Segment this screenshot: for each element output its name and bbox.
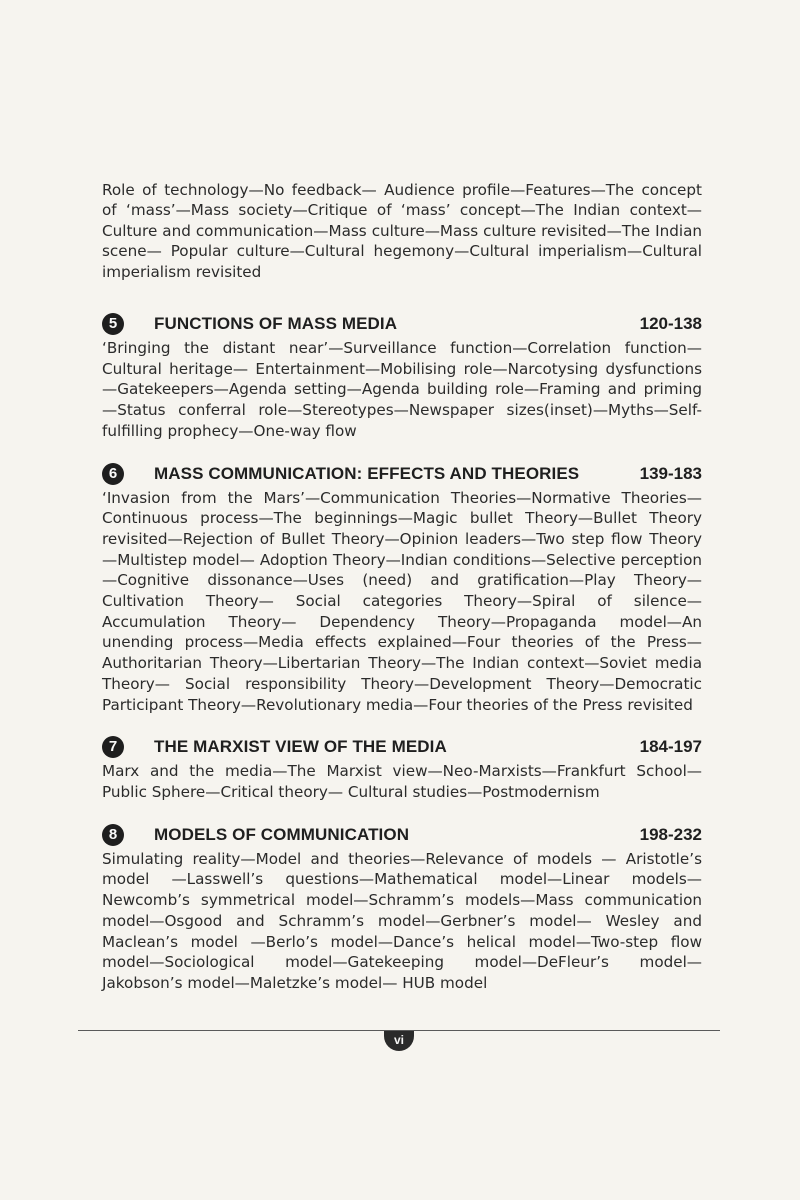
chapter-5 <box>102 312 702 442</box>
intro-paragraph: Role of technology—No feedback— Audience profile—Features—The concept of ‘mass’—Mass society—Critique of ‘mass’ concept—The Indian context—Culture and communication—Mass culture—Mass culture revisited—The Indian scene— Popular culture—Cultural hegemony—Cultural imperialism—Cultural imperialism revisited <box>102 181 702 281</box>
chapter-heading <box>102 735 702 759</box>
table-of-contents <box>102 180 702 994</box>
chapter-page-range: 139-183 <box>639 463 702 483</box>
chapter-topics: ‘Bringing the distant near’—Surveillance function—Correlation function—Cultural heritage— Entertainment—Mobilising role—Narcotysing dysfunctions—Gatekeepers—Agenda setting—Agenda building role—Framing and priming—Status conferral role—Stereotypes—Newspaper sizes(inset)—Myths—Self-fulfilling prophecy—One-way flow <box>102 339 702 440</box>
chapter-heading <box>102 462 702 486</box>
chapter-page-range: 120-138 <box>639 314 702 334</box>
chapter-title: MASS COMMUNICATION: EFFECTS AND THEORIES <box>154 463 580 483</box>
chapter-topics: Simulating reality—Model and theories—Relevance of models — Aristotle’s model —Lasswell’s questions—Mathematical model—Linear models—Newcomb’s symmetrical model—Schramm’s models—Mass communication model—Osgood and Schramm’s model—Gerbner’s model— Wesley and Maclean’s model —Berlo’s model—Dance’s helical model—Two-step flow model—Sociological model—Gatekeeping model—DeFleur’s model— Jakobson’s model—Maletzke’s model— HUB model <box>102 849 702 992</box>
chapter-8 <box>102 823 702 994</box>
chapter-page-range: 198-232 <box>639 824 702 844</box>
chapter-6 <box>102 462 702 716</box>
chapter-title: THE MARXIST VIEW OF THE MEDIA <box>154 737 447 757</box>
chapter-topics: ‘Invasion from the Mars’—Communication Theories—Normative Theories—Continuous process—The beginnings—Magic bullet Theory—Bullet Theory revisited—Rejection of Bullet Theory—Opinion leaders—Two step flow Theory—Multistep model— Adoption Theory—Indian conditions—Selective perception—Cognitive dissonance—Uses (need) and gratification—Play Theory—Cultivation Theory— Social categories Theory—Spiral of silence—Accumulation Theory— Dependency Theory—Propaganda model—An unending process—Media effects explained—Four theories of the Press— Authoritarian Theory—Libertarian Theory—The Indian context—Soviet media Theory— Social responsibility Theory—Development Theory—Democratic Participant Theory—Revolutionary media—Four theories of the Press revisited <box>102 488 702 714</box>
chapter-number-badge: 8 <box>102 824 124 846</box>
chapter-heading <box>102 312 702 336</box>
chapter-heading <box>102 823 702 847</box>
chapter-number-badge: 6 <box>102 463 124 485</box>
page-number: vi <box>384 1031 414 1051</box>
chapter-title: FUNCTIONS OF MASS MEDIA <box>154 314 398 334</box>
chapter-title: MODELS OF COMMUNICATION <box>154 824 410 844</box>
chapter-7 <box>102 735 702 802</box>
chapter-number-badge: 7 <box>102 736 124 758</box>
chapter-number-badge: 5 <box>102 313 124 335</box>
chapter-page-range: 184-197 <box>639 737 702 757</box>
chapter-topics: Marx and the media—The Marxist view—Neo-Marxists—Frankfurt School—Public Sphere—Critical theory— Cultural studies—Postmodernism <box>102 762 702 801</box>
